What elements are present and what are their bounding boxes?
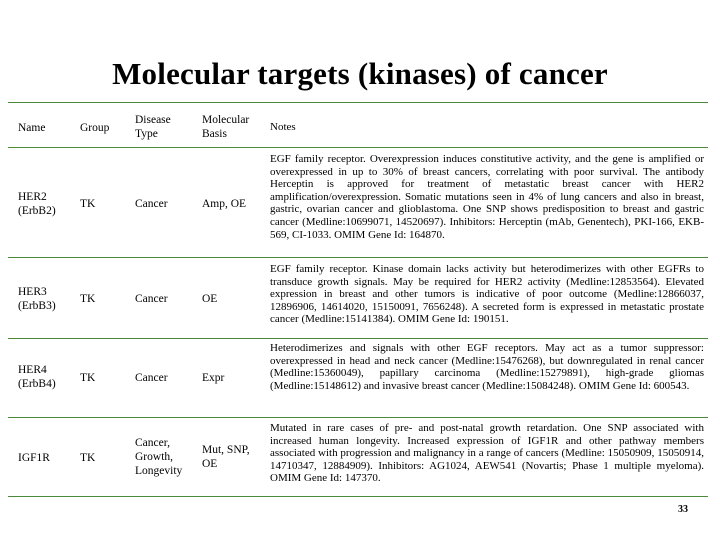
page-title: Molecular targets (kinases) of cancer <box>112 56 608 91</box>
row-molecular-basis: Amp, OE <box>202 198 247 210</box>
row-molecular-basis: OE <box>202 293 218 305</box>
row-molecular-basis: Expr <box>202 372 225 384</box>
table-row <box>0 422 720 494</box>
row-name: HER4 (ErbB4) <box>18 364 56 390</box>
table-row <box>0 342 720 418</box>
row-disease-type: Cancer, Growth, Longevity <box>135 437 183 477</box>
row-rule <box>8 257 708 258</box>
row-rule <box>8 338 708 339</box>
table-row <box>0 153 720 254</box>
header-notes: Notes <box>270 121 296 133</box>
table-bottom-rule <box>8 496 708 497</box>
row-molecular-basis: Mut, SNP, OE <box>202 444 250 470</box>
row-notes: EGF family receptor. Kinase domain lacks activity but heterodimerizes with other EGFRs to transduce growth signals. May be required for HER2 activity (Medline:12853564). Elevated expression in breast and other tumors is indicative of poor outcome (Medline:12866037, 12896906, 14614020, 15150091, 7656248). A secreted form is expressed in metastatic prostate cancer (Medline:15141384). OMIM Gene Id: 190151. <box>270 263 704 326</box>
table-header-row <box>0 113 720 143</box>
header-rule <box>8 147 708 148</box>
header-name: Name <box>18 122 46 134</box>
row-group: TK <box>80 452 96 464</box>
row-notes: EGF family receptor. Overexpression induces constitutive activity, and the gene is amplified or overexpressed in up to 30% of breast cancers, correlating with poor survival. The antibody Herceptin is approved for treatment of metastatic breast cancer with HER2 amplification/overexpression. Somatic mutations seen in 4% of lung cancers and also in breast, gastric, ovarian cancer and glioblastoma. One SNP shows predisposition to breast and gastric cancer (Medline:10699071, 14520697). Inhibitors: Herceptin (mAb, Genentech), PKI-166, EKB-569, CI-1033. OMIM Gene Id: 164870. <box>270 153 704 241</box>
row-group: TK <box>80 293 96 305</box>
row-notes: Heterodimerizes and signals with other EGF receptors. May act as a tumor suppressor: overexpressed in head and neck cancer (Medline:15476268), but downregulated in renal cancer (Medline:15360049), papillary carcinoma (Medline:15279891), high-grade gliomas (Medline:15148612) and invasive breast cancer (Medline:15084248). OMIM Gene Id: 600543. <box>270 342 704 392</box>
row-name: HER2 (ErbB2) <box>18 191 56 217</box>
row-name: IGF1R <box>18 452 50 464</box>
header-disease-type: Disease Type <box>135 114 171 140</box>
header-molecular-basis: Molecular Basis <box>202 114 250 140</box>
title-rule <box>8 102 708 103</box>
table-row <box>0 263 720 339</box>
row-name: HER3 (ErbB3) <box>18 286 56 312</box>
row-disease-type: Cancer <box>135 198 168 210</box>
row-disease-type: Cancer <box>135 372 168 384</box>
row-disease-type: Cancer <box>135 293 168 305</box>
row-group: TK <box>80 198 96 210</box>
row-rule <box>8 417 708 418</box>
page-number: 33 <box>678 504 688 515</box>
row-notes: Mutated in rare cases of pre- and post-natal growth retardation. One SNP associated with increased human longevity. Increased expression of IGF1R and other pathway members associated with progression and malignancy in a range of cancers (Medline: 15050909, 15050914, 14710347, 12884909). Inhibitors: AG1024, AEW541 (Novartis; Phase 1 multiple myeloma). OMIM Gene Id: 147370. <box>270 422 704 485</box>
header-group: Group <box>80 122 110 134</box>
row-group: TK <box>80 372 96 384</box>
